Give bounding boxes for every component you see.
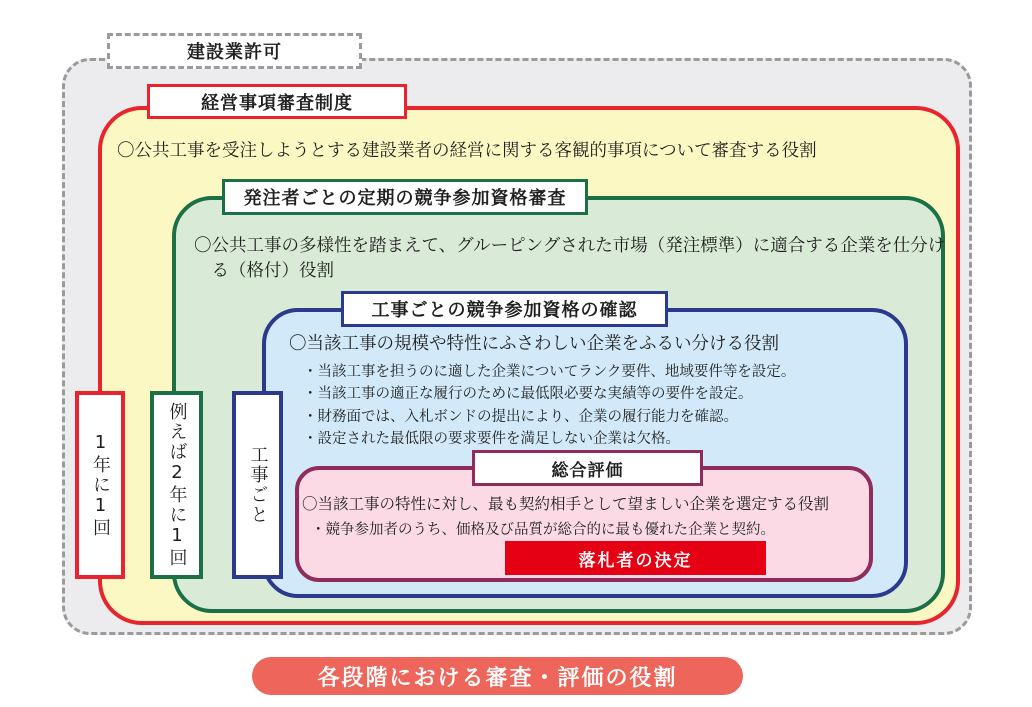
winning-bidder-decision-banner: 落札者の決定 (505, 541, 766, 575)
per-project-bullet-1: ・当該工事を担うのに適した企業についてランク要件、地域要件等を設定。 (303, 364, 796, 380)
comprehensive-evaluation-role-text: 〇当該工事の特性に対し、最も契約相手として望ましい企業を選定する役割 (302, 495, 830, 513)
per-project-bullet-4: ・設定された最低限の要求要件を満足しない企業は欠格。 (303, 431, 680, 448)
per-project-bullet-list (303, 361, 893, 451)
comprehensive-evaluation-title: 総合評価 (472, 450, 703, 486)
frequency-tag-per-project: 工事ごと (232, 391, 283, 579)
frequency-tag-once-per-two-years: 例えば2年に1回 (150, 391, 203, 579)
per-project-bullet-2: ・当該工事の適正な履行のために最低限必要な実績等の要件を設定。 (303, 386, 753, 403)
per-project-confirmation-title: 工事ごとの競争参加資格の確認 (341, 291, 668, 327)
per-project-bullet-3: ・財務面では、入札ボンドの提出により、企業の履行能力を確認。 (303, 408, 738, 425)
per-project-role-text: 〇当該工事の規模や特性にふさわしい企業をふるい分ける役割 (289, 334, 779, 354)
comprehensive-evaluation-bullet: ・競争参加者のうち、価格及び品質が総合的に最も優れた企業と契約。 (311, 522, 775, 538)
management-review-title: 経営事項審査制度 (147, 84, 407, 119)
periodic-qualification-title: 発注者ごとの定期の競争参加資格審査 (222, 179, 588, 215)
footer-caption-pill: 各段階における審査・評価の役割 (252, 657, 743, 695)
construction-permit-label: 建設業許可 (107, 33, 362, 69)
frequency-tag-once-a-year: 1年に1回 (75, 391, 125, 579)
management-review-role-text: 〇公共工事を受注しようとする建設業者の経営に関する客観的事項について審査する役割 (117, 141, 817, 161)
periodic-qualification-role-text: 〇公共工事の多様性を踏まえて、グルーピングされた市場（発注標準）に適合する企業を仕分ける（格付）役割 (194, 236, 946, 282)
